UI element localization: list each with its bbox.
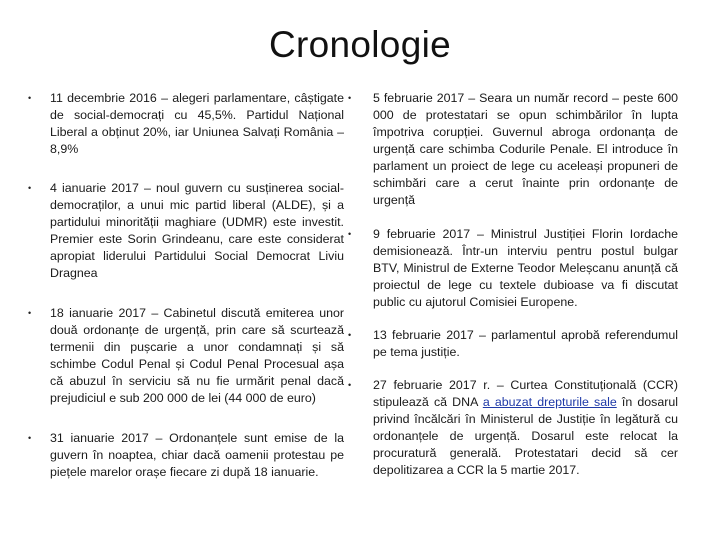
bullet-icon: • (28, 183, 32, 193)
bullet-icon: • (28, 308, 32, 318)
bullet-icon: • (28, 433, 32, 443)
bullet-icon: • (348, 93, 352, 103)
bullet-icon: • (348, 380, 352, 390)
bullet-icon: • (348, 330, 352, 340)
list-item-text-after: în dosarul privind încălcări în Ministerul de Justiție în legătură cu ordonanțele de urgență. Dosarul este relocat la procuratură generală. Protestatari decid să cer depolitizarea a CCR la 5 martie 2017. (373, 395, 679, 477)
list-item-text: 5 februarie 2017 – Seara un număr record – peste 600 000 de protestatari se opun schimbărilor în lupta împotriva corupției. Guvernul abroga ordonanța de urgență care schimba Codurile Penale. El introduce în parlament un proiect de lege cu aceleași propuneri de schimbări care a cerut înainte prin ordonanțe de urgență (373, 91, 678, 207)
list-item (28, 180, 344, 282)
abuse-rights-link[interactable]: a abuzat drepturile sale (482, 395, 617, 409)
bullet-icon: • (348, 229, 352, 239)
list-item (28, 90, 344, 158)
list-item-text (373, 377, 678, 479)
list-item-text: 13 februarie 2017 – parlamentul aprobă referendumul pe tema justiție. (373, 328, 678, 359)
bullet-icon: • (28, 93, 32, 103)
list-item (348, 327, 678, 361)
list-item-text: 18 ianuarie 2017 – Cabinetul discută emiterea unor două ordonanțe de urgență, prin care să scurtează termenii din pușcarie a unor condamnați și să schimbe Codul Penal și Codul Penal Procesual așa că abuzul în serviciu să nu fie urmărit penal dacă prejudiciul e sub 200 000 de lei (44 000 de euro) (50, 306, 344, 405)
list-item (28, 305, 344, 407)
list-item-text: 31 ianuarie 2017 – Ordonanțele sunt emise de la guvern în noaptea, chiar dacă oamenii protestau pe piețele marelor orașe fiecare zi după 18 ianuarie. (50, 431, 344, 479)
list-item-text: 11 decembrie 2016 – alegeri parlamentare, câștigate de social-democrați cu 45,5%. Partidul Național Liberal a obținut 20%, iar Uniunea Salvați România – 8,9% (50, 91, 344, 156)
list-item-text: 4 ianuarie 2017 – noul guvern cu susținerea social-democraților, a unui mic partid liberal (ALDE), și a partidului minorității maghiare (UDMR) este investit. Premier este Sorin Grindeanu, care este considerat apropiat liderului Partidului Social Democrat Liviu Dragnea (50, 181, 344, 280)
list-item (28, 430, 344, 481)
list-item (348, 226, 678, 311)
list-item-text: 9 februarie 2017 – Ministrul Justiției Florin Iordache demisionează. Într-un interviu pentru postul bulgar BTV, Ministrul de Externe Teodor Meleșcanu anunță că proiectul de lege cu textele dubioase va fi discutat public cu ajutorul Comisiei Europene. (373, 227, 678, 309)
list-item (348, 90, 678, 209)
list-item-text-before: 27 februarie 2017 r. – Curtea Constituțională (CCR) stipulează că DNA (373, 378, 678, 409)
page-title: Cronologie (269, 24, 451, 65)
list-item (348, 377, 678, 479)
